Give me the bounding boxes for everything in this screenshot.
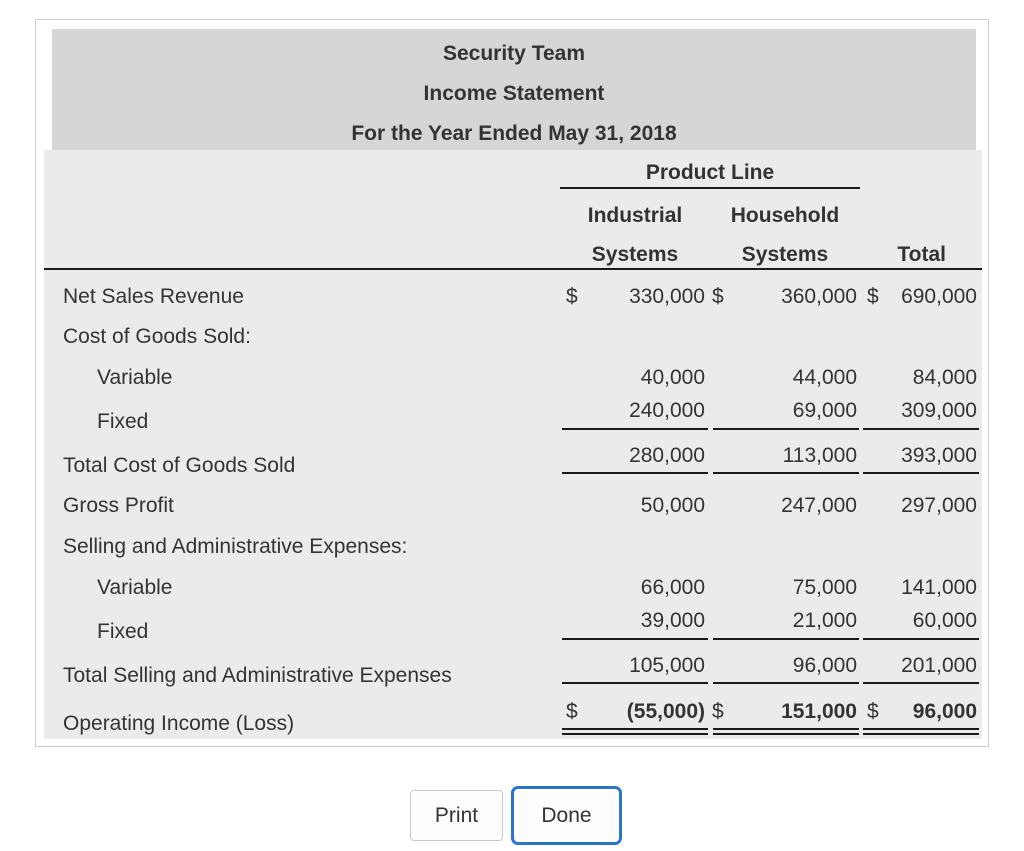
cell-operating-income-industrial: (55,000)	[626, 700, 705, 723]
column-header-total: Total	[897, 243, 946, 266]
row-label-sga-variable: Variable	[97, 576, 173, 599]
cell-total-cogs-industrial: 280,000	[629, 444, 705, 467]
cell-gross-profit-household: 247,000	[781, 494, 857, 517]
row-label-sga-fixed: Fixed	[97, 620, 149, 643]
cell-total-sga-industrial: 105,000	[629, 654, 705, 677]
currency-symbol: $	[712, 285, 724, 308]
subtotal-rule	[713, 428, 859, 430]
subtotal-rule	[713, 472, 859, 474]
cell-operating-income-household: 151,000	[781, 700, 857, 723]
row-label-cogs-fixed: Fixed	[97, 410, 149, 433]
cell-total-sga-household: 96,000	[792, 654, 857, 677]
subtotal-rule	[713, 682, 859, 684]
statement-period: For the Year Ended May 31, 2018	[351, 122, 677, 145]
cell-sga-fixed-household: 21,000	[792, 609, 857, 632]
subtotal-rule	[562, 472, 708, 474]
cell-sga-variable-total: 141,000	[901, 576, 977, 599]
cell-sga-variable-household: 75,000	[792, 576, 857, 599]
header-rule	[44, 268, 982, 270]
cell-cogs-variable-household: 44,000	[792, 366, 857, 389]
cell-sga-fixed-total: 60,000	[912, 609, 977, 632]
subtotal-rule	[562, 638, 708, 640]
row-label-total-cogs: Total Cost of Goods Sold	[63, 454, 296, 477]
statement-title: Income Statement	[423, 82, 605, 105]
column-header-household-2: Systems	[741, 243, 829, 266]
cell-net-sales-total: 690,000	[901, 285, 977, 308]
currency-symbol: $	[566, 285, 578, 308]
cell-total-cogs-household: 113,000	[782, 444, 857, 467]
double-rule	[863, 728, 979, 730]
cell-gross-profit-total: 297,000	[901, 494, 977, 517]
subtotal-rule	[863, 638, 979, 640]
column-group-underline	[560, 187, 860, 189]
subtotal-rule	[562, 428, 708, 430]
double-rule	[713, 728, 859, 730]
subtotal-rule	[863, 472, 979, 474]
row-label-net-sales: Net Sales Revenue	[63, 285, 244, 308]
column-header-industrial-1: Industrial	[587, 204, 683, 227]
cell-total-cogs-total: 393,000	[901, 444, 977, 467]
double-rule	[562, 728, 708, 730]
subtotal-rule	[562, 682, 708, 684]
row-label-total-sga: Total Selling and Administrative Expenses	[63, 664, 452, 687]
double-rule	[863, 733, 979, 735]
cell-sga-fixed-industrial: 39,000	[640, 609, 705, 632]
subtotal-rule	[863, 682, 979, 684]
currency-symbol: $	[566, 700, 578, 723]
cell-net-sales-industrial: 330,000	[629, 285, 705, 308]
cell-operating-income-total: 96,000	[912, 700, 977, 723]
column-header-industrial-2: Systems	[591, 243, 679, 266]
row-label-gross-profit: Gross Profit	[63, 494, 174, 517]
company-name: Security Team	[442, 42, 585, 65]
cell-cogs-fixed-total: 309,000	[901, 399, 977, 422]
row-label-cogs-variable: Variable	[97, 366, 173, 389]
currency-symbol: $	[867, 700, 879, 723]
column-group-label: Product Line	[645, 161, 775, 184]
cell-total-sga-total: 201,000	[901, 654, 977, 677]
cell-sga-variable-industrial: 66,000	[640, 576, 705, 599]
column-header-household-1: Household	[730, 204, 840, 227]
cell-cogs-variable-industrial: 40,000	[640, 366, 705, 389]
cell-cogs-fixed-household: 69,000	[792, 399, 857, 422]
done-button[interactable]: Done	[511, 786, 622, 845]
currency-symbol: $	[867, 285, 879, 308]
double-rule	[713, 733, 859, 735]
cell-cogs-fixed-industrial: 240,000	[629, 399, 705, 422]
cell-cogs-variable-total: 84,000	[912, 366, 977, 389]
cell-gross-profit-industrial: 50,000	[640, 494, 705, 517]
row-label-sga: Selling and Administrative Expenses:	[63, 535, 408, 558]
cell-net-sales-household: 360,000	[781, 285, 857, 308]
print-button[interactable]: Print	[410, 790, 503, 841]
row-label-operating-income: Operating Income (Loss)	[63, 712, 295, 735]
currency-symbol: $	[712, 700, 724, 723]
subtotal-rule	[713, 638, 859, 640]
double-rule	[562, 733, 708, 735]
row-label-cogs: Cost of Goods Sold:	[63, 325, 251, 348]
subtotal-rule	[863, 428, 979, 430]
